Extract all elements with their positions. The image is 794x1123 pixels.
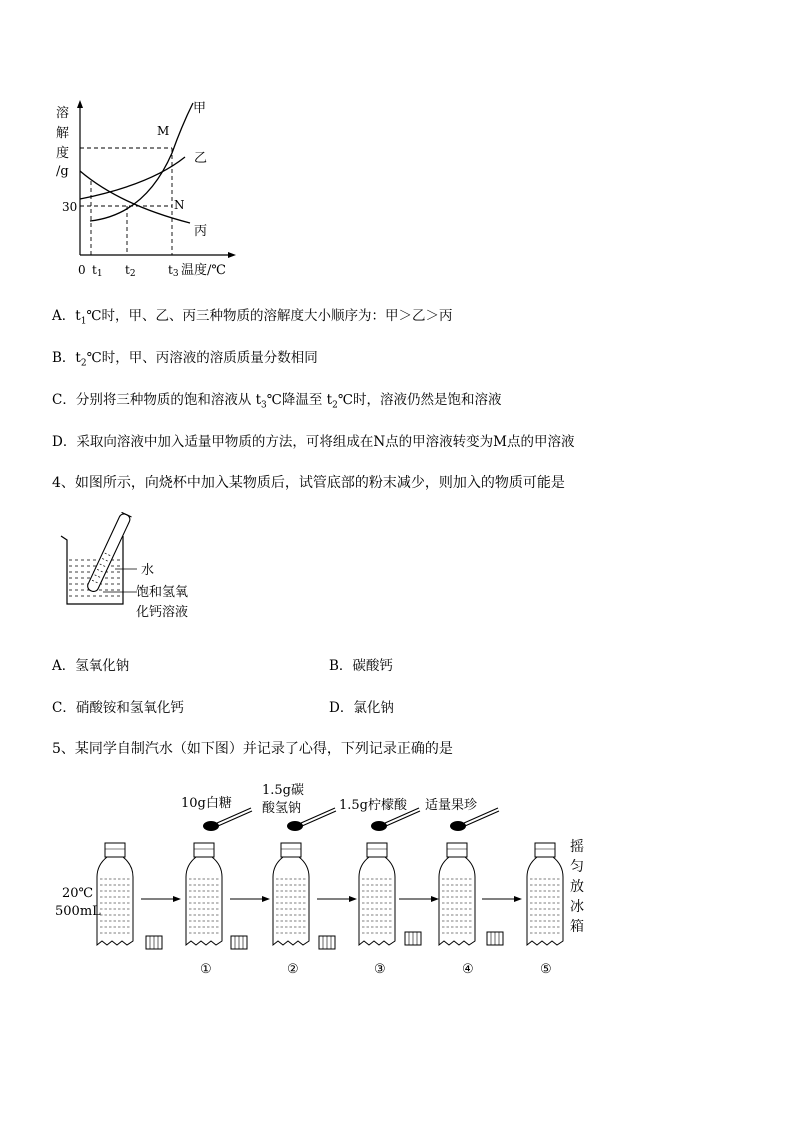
graph-t2: t2	[125, 263, 136, 279]
q3-option-b-text: ℃时，甲、丙溶液的溶质质量分数相同	[86, 350, 318, 366]
step-1: ①	[200, 962, 212, 977]
arrow-2	[230, 896, 270, 902]
cap-start	[146, 936, 162, 949]
q3-option-b-sub: 2	[80, 358, 87, 369]
y-axis-arrow	[77, 100, 83, 108]
q3-option-c-text: ℃时，溶液仍然是饱和溶液	[337, 392, 502, 408]
end-label-1: 摇	[570, 839, 584, 855]
step-5: ⑤	[540, 962, 552, 977]
add-2-label-1: 1.5g碳	[262, 783, 304, 798]
q4-option-d: D．氯化钠	[329, 700, 394, 716]
q3-option-c-sub2: 2	[332, 400, 338, 411]
q5-stem: 5、某同学自制汽水（如下图）并记录了心得，下列记录正确的是	[52, 741, 453, 757]
graph-t1: t1	[92, 263, 103, 279]
arrow-1	[141, 896, 181, 902]
solubility-graph	[50, 95, 250, 280]
graph-ylabel-4: /g	[56, 164, 69, 179]
graph-t3: t3	[168, 263, 179, 279]
q4-option-a: A．氢氧化钠	[52, 658, 130, 674]
q3-option-a	[52, 304, 453, 327]
q3-option-c-prefix: C．分别将三种物质的饱和溶液从 t	[52, 392, 262, 408]
q3-option-b	[52, 346, 318, 369]
q3-option-d: D．采取向溶液中加入适量甲物质的方法，可将组成在N点的甲溶液转变为M点的甲溶液	[52, 434, 575, 450]
cap-3	[405, 932, 421, 945]
bottle-3	[359, 843, 395, 945]
step-4: ④	[462, 962, 474, 977]
q4-stem: 4、如图所示，向烧杯中加入某物质后，试管底部的粉末减少，则加入的物质可能是	[52, 475, 565, 491]
q4-option-c: C．硝酸铵和氢氧化钙	[52, 700, 184, 716]
label-sat-2: 化钙溶液	[136, 605, 189, 620]
q3-option-c-mid: ℃降温至 t	[266, 392, 333, 408]
end-label-4: 冰	[570, 899, 584, 915]
graph-ylabel-3: 度	[56, 146, 70, 161]
spoon-1	[203, 808, 252, 831]
arrow-4	[399, 896, 439, 902]
q3-option-b-prefix: B．t	[52, 350, 81, 366]
curve-bing-label: 丙	[194, 224, 208, 239]
graph-ylabel-1: 溶	[56, 106, 70, 121]
point-n-label: N	[174, 198, 185, 212]
q3-option-c-sub: 3	[261, 400, 267, 411]
curve-yi	[80, 157, 185, 199]
bottle-start	[97, 843, 133, 945]
q3-option-a-prefix: A．t	[52, 308, 81, 324]
arrow-5	[482, 896, 522, 902]
end-label-2: 匀	[570, 859, 584, 875]
step-3: ③	[374, 962, 386, 977]
step-2: ②	[287, 962, 299, 977]
graph-ylabel-2: 解	[56, 126, 70, 141]
label-sat-1: 饱和氢氧	[136, 585, 189, 600]
q3-option-a-sub: 1	[80, 316, 87, 327]
add-3-label: 1.5g柠檬酸	[339, 798, 407, 813]
q4-option-b: B．碳酸钙	[329, 658, 393, 674]
add-4-label: 适量果珍	[425, 798, 478, 813]
cap-1	[231, 936, 247, 949]
bottle-2	[273, 843, 309, 945]
bottle-5	[527, 843, 563, 945]
beaker-diagram	[55, 512, 205, 627]
end-label-5: 箱	[570, 919, 584, 935]
point-m-label: M	[157, 124, 170, 138]
curve-yi-label: 乙	[194, 151, 208, 166]
arrow-3	[317, 896, 357, 902]
label-water: 水	[141, 563, 155, 578]
bottle-1	[186, 843, 222, 945]
soda-diagram	[55, 775, 595, 985]
add-2-label-2: 酸氢钠	[262, 801, 302, 816]
graph-y30: 30	[62, 200, 78, 214]
add-1-label: 10g白糖	[181, 796, 232, 811]
curve-bing	[80, 171, 190, 223]
x-axis-arrow	[228, 252, 236, 258]
q3-option-c	[52, 388, 501, 411]
curve-jia-label: 甲	[193, 101, 207, 116]
cap-4	[487, 932, 503, 945]
start-volume: 500mL	[55, 904, 101, 919]
end-label-3: 放	[570, 879, 584, 895]
start-temp: 20℃	[62, 886, 94, 901]
cap-2	[319, 936, 335, 949]
graph-xlabel: 温度/℃	[181, 263, 226, 278]
graph-origin: 0	[78, 263, 86, 277]
q3-option-a-text: ℃时，甲、乙、丙三种物质的溶解度大小顺序为：甲＞乙＞丙	[86, 308, 453, 324]
test-tube	[86, 512, 131, 593]
bottle-4	[439, 843, 475, 945]
